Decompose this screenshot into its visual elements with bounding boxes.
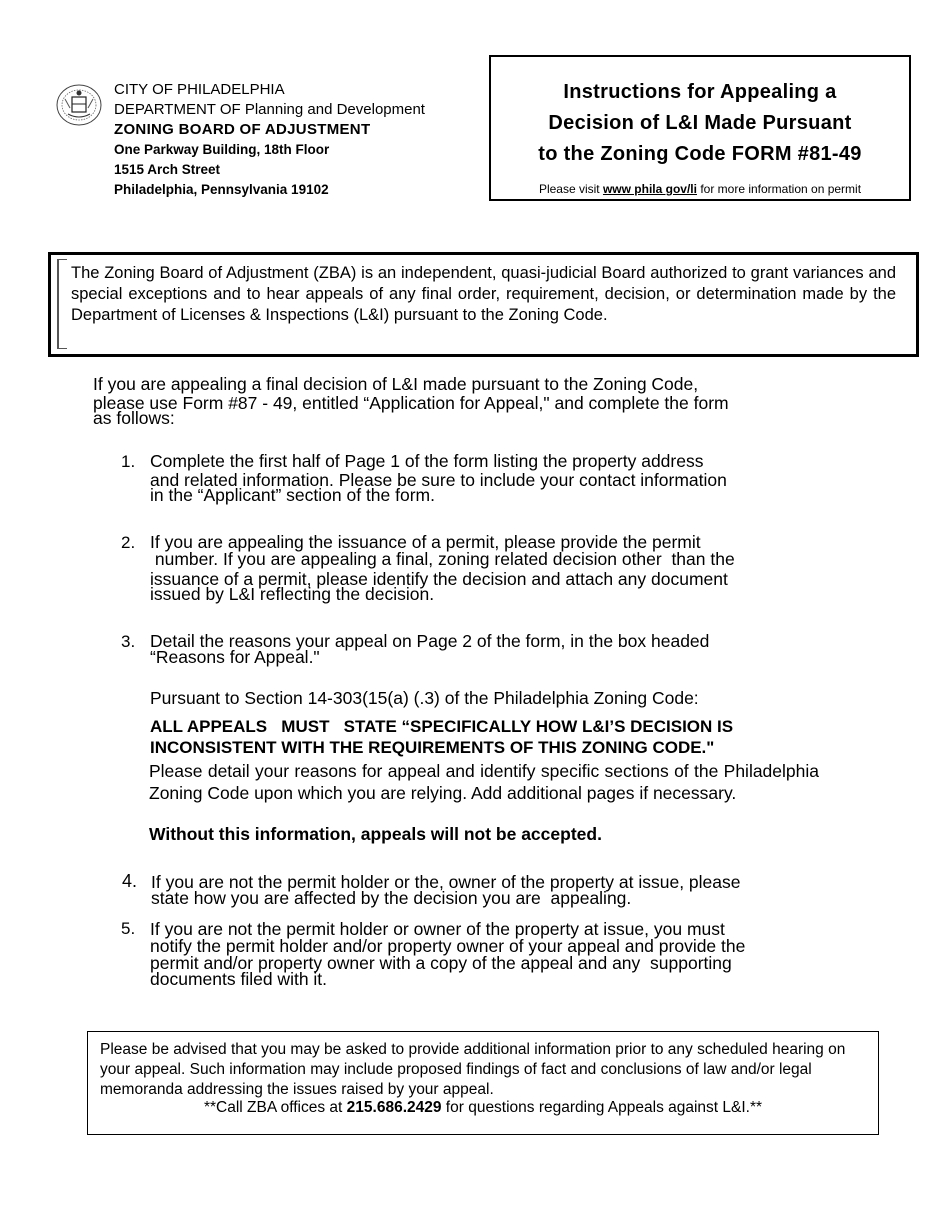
item-3-line-2: “Reasons for Appeal." (150, 647, 320, 667)
item-2-number: 2. (121, 533, 136, 552)
contact-line (88, 1099, 878, 1117)
contact-suffix: for questions regarding Appeals against L&I.** (441, 1099, 763, 1116)
item-2-text (150, 534, 735, 603)
item-4-line-2: state how you are affected by the decision you are appealing. (151, 888, 632, 908)
department-name: DEPARTMENT OF Planning and Development (114, 101, 425, 118)
item-5-number: 5. (121, 919, 136, 938)
item-1-line-1: Complete the first half of Page 1 of the form listing the property address (150, 451, 704, 471)
form-title (491, 77, 909, 170)
item-2-line-1: If you are appealing the issuance of a permit, please provide the permit (150, 532, 701, 552)
contact-prefix: **Call ZBA offices at (203, 1099, 347, 1116)
item-5-line-3: permit and/or property owner with a copy of the appeal and any supporting (150, 953, 732, 973)
visit-suffix: for more information on permit (696, 182, 862, 196)
item-4-line-1: If you are not the permit holder or the, owner of the property at issue, please (151, 872, 741, 892)
item-5-line-4: documents filed with it. (150, 969, 328, 989)
appeal-requirement-line-1: ALL APPEALS MUST STATE “SPECIFICALLY HOW L&I’S DECISION IS (150, 717, 734, 736)
form-title-line-2: Decision of L&I Made Pursuant (548, 112, 852, 134)
item-5-line-2: notify the permit holder and/or property owner of your appeal and provide the (150, 936, 746, 956)
lead-line-2: please use Form #87 - 49, entitled “Application for Appeal," and complete the form (93, 393, 729, 413)
appeal-detail-instructions: Please detail your reasons for appeal and identify specific sections of the Philadelphia Zoning Code upon which you are relying. Add additional pages if necessary. (149, 761, 819, 803)
address-building: One Parkway Building, 18th Floor (114, 142, 330, 157)
zba-description-box (48, 252, 919, 357)
visit-prefix: Please visit (538, 182, 603, 196)
item-4-text (151, 874, 741, 907)
rejection-warning: Without this information, appeals will not be accepted. (149, 824, 602, 844)
address-city: Philadelphia, Pennsylvania 19102 (114, 182, 329, 197)
appeal-requirement-line-2: INCONSISTENT WITH THE REQUIREMENTS OF THIS ZONING CODE." (150, 738, 715, 757)
city-name: CITY OF PHILADELPHIA (114, 81, 285, 98)
website-link[interactable]: www phila gov/li (602, 182, 697, 196)
board-name: ZONING BOARD OF ADJUSTMENT (114, 121, 371, 138)
item-1-text (150, 453, 727, 504)
bracket-mark (57, 259, 67, 349)
address-street: 1515 Arch Street (114, 162, 221, 177)
item-1-number: 1. (121, 452, 136, 471)
item-2-line-3: issuance of a permit, please identify the decision and attach any document (150, 569, 728, 589)
department-address-block (114, 80, 425, 200)
item-5-text (150, 921, 745, 988)
item-1-line-3: in the “Applicant” section of the form. (150, 485, 435, 505)
item-3-line-1: Detail the reasons your appeal on Page 2 of the form, in the box headed (150, 631, 710, 651)
form-title-line-3: to the Zoning Code FORM #81-49 (538, 143, 862, 165)
zoning-code-citation: Pursuant to Section 14-303(15(a) (.3) of the Philadelphia Zoning Code: (150, 688, 699, 708)
advisory-notice-box (87, 1031, 879, 1135)
item-4-number: 4. (122, 871, 138, 891)
city-seal-icon (56, 84, 102, 126)
lead-line-1: If you are appealing a final decision of L&I made pursuant to the Zoning Code, (93, 374, 699, 394)
lead-line-3: as follows: (93, 408, 175, 428)
item-2-line-4: issued by L&I reflecting the decision. (150, 584, 435, 604)
item-3-text (150, 633, 709, 666)
zba-description-text: The Zoning Board of Adjustment (ZBA) is an independent, quasi-judicial Board authorized to grant variances and special exceptions and to hear appeals of any final order, requirement, decision, or determination made by the Department of Licenses & Inspections (L&I) pursuant to the Zoning Code. (71, 264, 896, 324)
item-1-line-2: and related information. Please be sure to include your contact information (150, 470, 727, 490)
appeal-requirement-statement (150, 716, 733, 758)
zba-phone-number: 215.686.2429 (346, 1099, 442, 1116)
lead-paragraph (93, 376, 853, 427)
form-title-line-1: Instructions for Appealing a (563, 81, 837, 103)
item-2-line-2: number. If you are appealing a final, zoning related decision other than the (150, 549, 735, 569)
form-title-box (489, 55, 911, 201)
visit-website-note (491, 182, 909, 196)
item-5-line-1: If you are not the permit holder or owner of the property at issue, you must (150, 919, 725, 939)
advisory-notice-text: Please be advised that you may be asked to provide additional information prior to any scheduled hearing on your appeal. Such information may include proposed findings of fact and conclusions of law and/or legal memoranda addressing the issues raised by your appeal. (100, 1041, 846, 1098)
item-3-number: 3. (121, 632, 136, 651)
